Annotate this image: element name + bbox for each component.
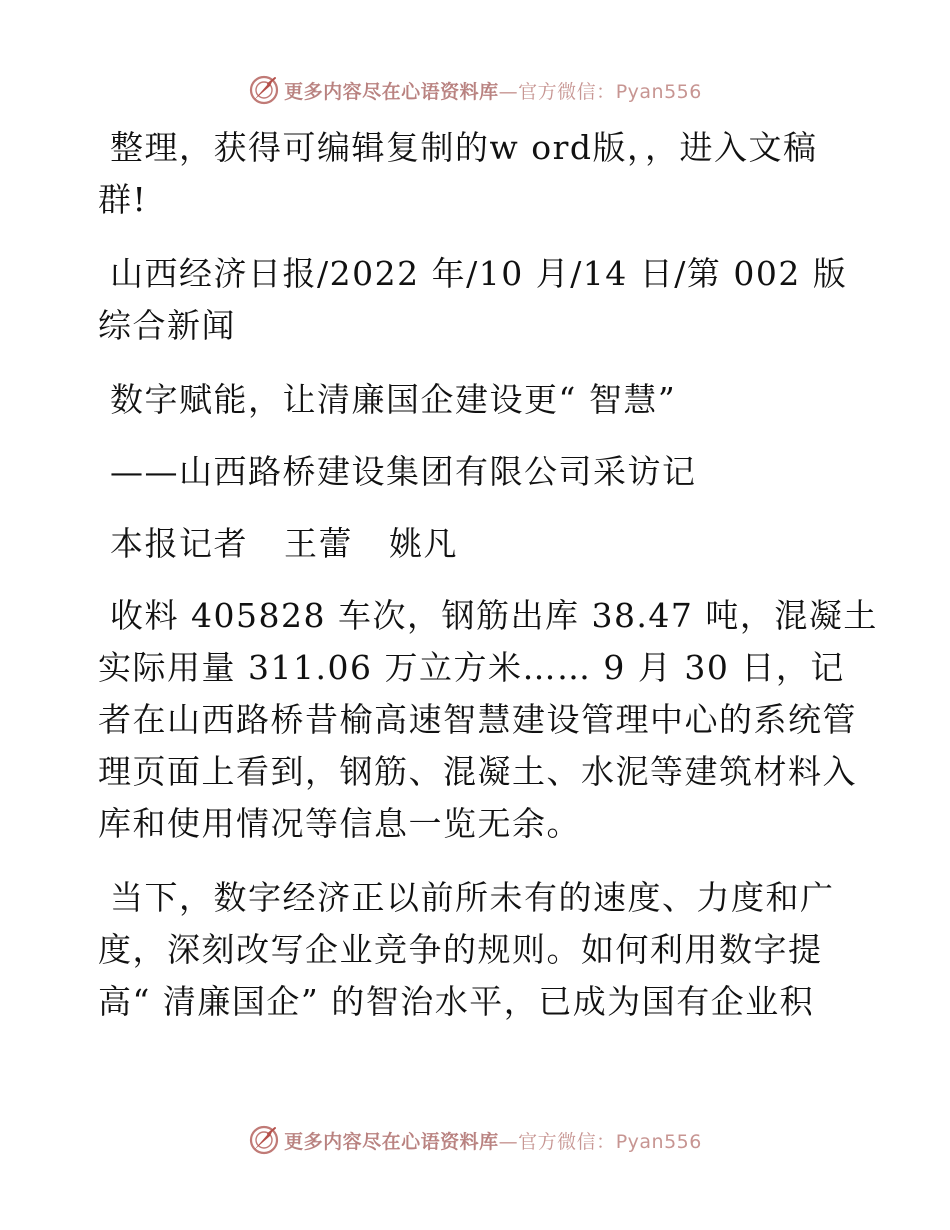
quill-logo-icon (248, 1124, 280, 1156)
watermark-text (284, 1127, 702, 1154)
watermark-contact-id: Pyan556 (615, 80, 702, 103)
intro-line: 整理，获得可编辑复制的w ord版，，进入文稿 (110, 128, 818, 167)
article-headline: 数字赋能，让清廉国企建设更“ 智慧” (110, 380, 677, 419)
source-line: 山西经济日报/2022 年/10 月/14 日/第 002 版 (110, 254, 848, 293)
paragraph-line: 高“ 清廉国企” 的智治水平，已成为国有企业积 (98, 982, 815, 1021)
intro-line: 群! (98, 180, 148, 219)
source-paragraph (98, 248, 858, 352)
watermark-brand: 更多内容尽在心语资料库 (284, 80, 499, 103)
watermark-header (0, 70, 950, 110)
paragraph-line: 收料 405828 车次，钢筋出库 38.47 吨，混凝土 (110, 596, 878, 635)
source-line: 综合新闻 (98, 306, 236, 345)
watermark-brand: 更多内容尽在心语资料库 (284, 1130, 499, 1153)
watermark-text (284, 77, 702, 104)
intro-paragraph (98, 122, 858, 226)
watermark-contact-label: 官方微信： (518, 1130, 616, 1153)
paragraph-line: 理页面上看到，钢筋、混凝土、水泥等建筑材料入 (98, 752, 857, 791)
watermark-separator: — (498, 80, 519, 103)
quill-logo-icon (248, 74, 280, 106)
article-byline: 本报记者 王蕾 姚凡 (110, 524, 458, 563)
paragraph-line: 库和使用情况等信息一览无余。 (98, 804, 581, 843)
article-subheadline: ——山西路桥建设集团有限公司采访记 (110, 452, 697, 491)
byline-block (98, 518, 858, 570)
body-paragraph (98, 872, 858, 1028)
body-paragraph (98, 590, 878, 850)
document-body (98, 122, 878, 1050)
watermark-contact-label: 官方微信： (518, 80, 616, 103)
watermark-separator: — (498, 1130, 519, 1153)
watermark-contact-id: Pyan556 (615, 1130, 702, 1153)
subheadline-block (98, 446, 858, 498)
paragraph-line: 者在山西路桥昔榆高速智慧建设管理中心的系统管 (98, 700, 857, 739)
paragraph-line: 度，深刻改写企业竞争的规则。如何利用数字提 (98, 930, 823, 969)
watermark-footer (0, 1120, 950, 1160)
paragraph-line: 实际用量 311.06 万立方米…… 9 月 30 日，记 (98, 648, 845, 687)
headline-block (98, 374, 858, 426)
paragraph-line: 当下，数字经济正以前所未有的速度、力度和广 (110, 878, 835, 917)
